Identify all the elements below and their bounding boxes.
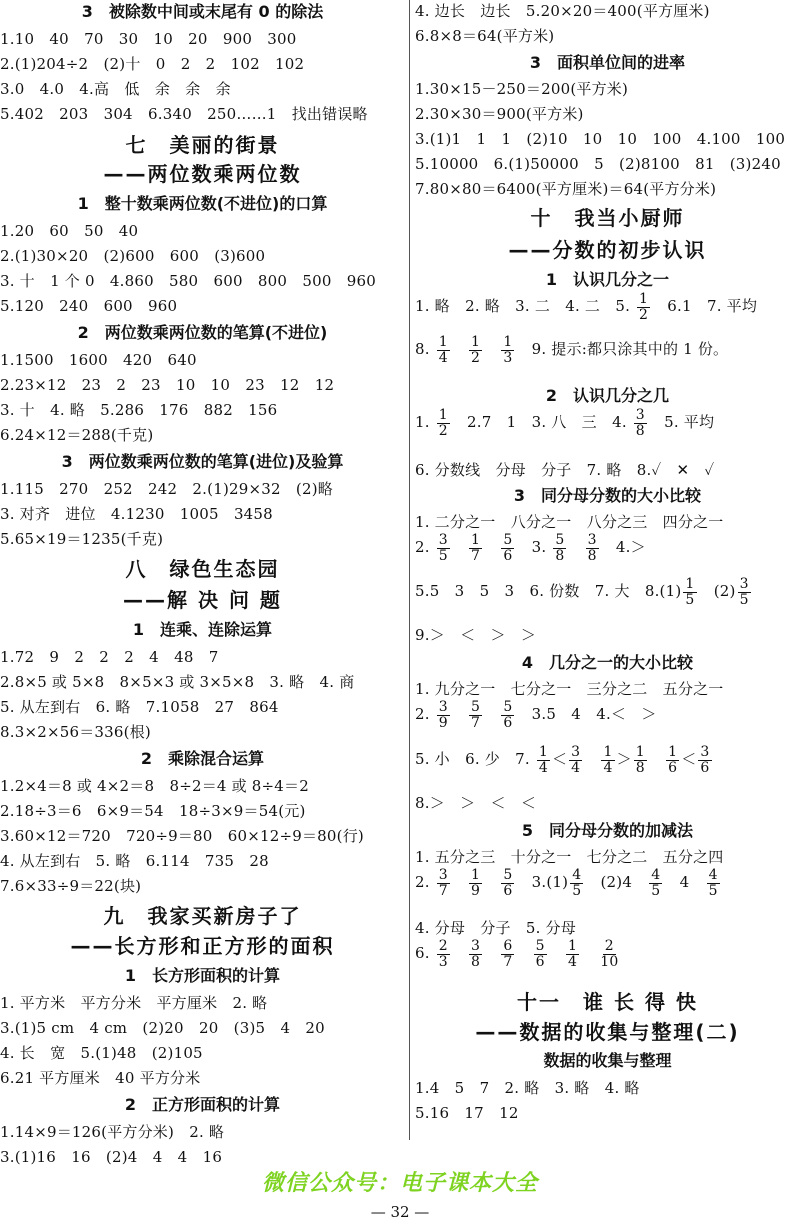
chapter-title: ——数据的收集与整理(二) [475,1020,740,1044]
answer-line: 8.＞ ＞ ＜ ＜ [415,794,537,812]
answer-line: 5.65×19＝1235(千克) [0,530,164,548]
answer-line: 1. 九分之一 七分之一 三分之二 五分之一 [415,680,724,698]
fraction-denominator: 9 [438,714,448,731]
fraction [601,745,614,775]
answer-text: ＜ [681,750,697,768]
section-title: 1 整十数乘两位数(不进位)的口算 [77,194,328,213]
fraction [683,577,696,607]
answer-line [415,740,714,778]
answer-text: 2. [415,873,435,891]
fraction-denominator: 6 [503,882,513,899]
fraction-denominator: 2 [438,422,448,439]
fraction [698,745,711,775]
answer-text: 6.1 7. 平均 [652,297,758,315]
section-title: 3 两位数乘两位数的笔算(进位)及验算 [61,452,344,471]
answer-text: 5.5 3 5 3 6. 份数 7. 大 8.(1) [415,582,682,600]
fraction [501,335,514,365]
answer-text [581,944,596,962]
fraction-denominator: 8 [471,953,481,970]
answer-text [452,538,467,556]
fraction-numerator: 1 [471,333,481,350]
answer-line [415,287,757,325]
fraction-numerator: 4 [651,866,661,883]
fraction [707,868,720,898]
fraction-denominator: 3 [503,349,513,366]
fraction [469,335,482,365]
fraction [566,939,579,969]
answer-text [484,705,499,723]
answer-line: 2.(1)204÷2 (2)十 0 2 2 102 102 [0,55,305,73]
answer-line: 6.24×12＝288(千克) [0,426,154,444]
fraction-denominator: 2 [471,349,481,366]
answer-line: 3.60×12＝720 720÷9＝80 60×12÷9＝80(行) [0,827,364,845]
answer-line: 4. 分母 分子 5. 分母 [415,919,576,937]
fraction [738,577,751,607]
answer-line: 4. 从左到右 5. 略 6.114 735 28 [0,852,269,870]
fraction-numerator: 3 [438,531,448,548]
fraction [469,868,482,898]
section-title: 1 连乘、连除运算 [132,620,273,639]
chapter-title: 七 美丽的街景 [125,133,280,157]
answer-text: 2. [415,705,435,723]
answer-line: 6.21 平方厘米 40 平方分米 [0,1069,201,1087]
fraction-numerator: 3 [635,406,645,423]
fraction-numerator: 3 [700,743,710,760]
answer-text [452,340,467,358]
section-title: 1 认识几分之一 [545,270,670,289]
fraction-denominator: 4 [571,759,581,776]
answer-text [484,340,499,358]
answer-line [415,572,753,610]
fraction [586,533,599,563]
fraction-denominator: 3 [438,953,448,970]
answer-line: 2.30×30＝900(平方米) [415,105,584,123]
fraction-denominator: 5 [651,882,661,899]
answer-text [568,538,583,556]
answer-text [484,873,499,891]
page-number: — 32 — [370,1203,430,1221]
fraction-denominator: 9 [471,882,481,899]
fraction-numerator: 1 [438,406,448,423]
fraction-denominator: 2 [639,306,649,323]
fraction [501,868,514,898]
fraction-denominator: 5 [708,882,718,899]
fraction [437,868,450,898]
answer-line: 1.115 270 252 242 2.(1)29×32 (2)略 [0,480,333,498]
answer-text: 4.＞ [600,538,646,556]
watermark-text: 微信公众号：电子课本大全 [261,1171,538,1196]
fraction-denominator: 8 [555,547,565,564]
fraction [649,868,662,898]
fraction [637,292,650,322]
fraction-numerator: 3 [471,937,481,954]
answer-line: 1.72 9 2 2 2 4 48 7 [0,648,219,666]
answer-line: 3.(1)16 16 (2)4 4 4 16 [0,1148,223,1166]
fraction-denominator: 6 [503,547,513,564]
answer-line [415,330,728,368]
answer-line: 4. 边长 边长 5.20×20＝400(平方厘米) [415,2,710,20]
fraction-denominator: 8 [587,547,597,564]
answer-line: 3.0 4.0 4.高 低 余 余 余 [0,80,231,98]
answer-line [415,528,646,566]
fraction [469,700,482,730]
answer-line: 9.＞ ＜ ＞ ＞ [415,626,537,644]
answer-line: 6.8×8＝64(平方米) [415,27,555,45]
answer-text: ＞ [616,750,632,768]
fraction-numerator: 5 [471,698,481,715]
answer-line [415,863,722,901]
column-divider [409,0,410,1140]
answer-text: 3.5 4 4.＜ ＞ [516,705,657,723]
answer-line: 1. 平方米 平方分米 平方厘米 2. 略 [0,994,268,1012]
fraction-denominator: 5 [438,547,448,564]
chapter-title: 八 绿色生态园 [125,557,280,581]
answer-text: 3.(1) [516,873,569,891]
answer-text: 8. [415,340,435,358]
fraction-numerator: 2 [438,937,448,954]
answer-line: 3.(1)1 1 1 (2)10 10 10 100 4.100 100 [415,130,786,148]
answer-line: 2.(1)30×20 (2)600 600 (3)600 [0,247,266,265]
answer-text: 2.7 1 3. 八 三 4. [451,413,632,431]
fraction-denominator: 5 [572,882,582,899]
fraction [437,408,450,438]
fraction-denominator: 8 [635,422,645,439]
fraction-denominator: 6 [700,759,710,776]
fraction-denominator: 7 [471,714,481,731]
fraction-denominator: 4 [603,759,613,776]
answer-text [484,538,499,556]
fraction-numerator: 1 [538,743,548,760]
answer-text: (2)4 [585,873,648,891]
answer-text [484,944,499,962]
fraction-numerator: 1 [567,937,578,954]
chapter-title: 十 我当小厨师 [530,206,685,230]
answer-line: 3. 对齐 进位 4.1230 1005 3458 [0,505,273,523]
fraction [469,939,482,969]
answer-text [516,944,531,962]
section-title: 3 面积单位间的进率 [529,53,686,72]
fraction-denominator: 4 [538,759,548,776]
fraction [437,533,450,563]
chapter-title: ——长方形和正方形的面积 [70,934,335,958]
fraction-denominator: 7 [438,882,448,899]
fraction [501,939,514,969]
answer-line: 5.120 240 600 960 [0,297,178,315]
answer-text [649,750,664,768]
fraction-numerator: 3 [571,743,581,760]
answer-text [584,750,599,768]
answer-line: 3. 十 4. 略 5.286 176 882 156 [0,401,278,419]
fraction-numerator: 3 [438,866,448,883]
answer-text [549,944,564,962]
fraction [437,939,450,969]
section-title: 数据的收集与整理 [543,1051,672,1070]
fraction-numerator: 1 [668,743,678,760]
fraction-denominator: 6 [668,759,678,776]
fraction-numerator: 1 [635,743,645,760]
fraction-numerator: 1 [603,743,613,760]
answer-text: (2) [698,582,736,600]
fraction-denominator: 5 [685,591,695,608]
fraction-denominator: 6 [503,714,513,731]
fraction-denominator: 6 [535,953,545,970]
fraction-numerator: 1 [438,333,448,350]
section-title: 1 长方形面积的计算 [124,966,281,985]
fraction-denominator: 8 [635,759,645,776]
answer-line: 8.3×2×56＝336(根) [0,723,151,741]
answer-line: 3. 十 1 个 0 4.860 580 600 800 500 960 [0,272,376,290]
fraction-numerator: 5 [503,531,513,548]
fraction-denominator: 4 [438,349,448,366]
answer-text [452,944,467,962]
fraction [634,745,647,775]
answer-line: 1.20 60 50 40 [0,222,139,240]
chapter-title: 九 我家买新房子了 [103,904,302,928]
fraction-numerator: 1 [685,575,695,592]
answer-text: 5. 小 6. 少 7. [415,750,535,768]
answer-line [415,403,714,441]
fraction [634,408,647,438]
answer-text: 1. [415,413,435,431]
answer-text: 3. [516,538,552,556]
answer-text [452,705,467,723]
fraction-numerator: 4 [572,866,582,883]
fraction-numerator: 4 [708,866,718,883]
chapter-title: ——两位数乘两位数 [103,162,302,186]
fraction-denominator: 10 [600,953,619,970]
fraction-numerator: 3 [587,531,597,548]
fraction-numerator: 3 [438,698,448,715]
fraction-numerator: 6 [503,937,513,954]
fraction [666,745,679,775]
answer-line: 7.6×33÷9＝22(块) [0,877,142,895]
fraction [570,868,583,898]
answer-line: 3.(1)5 cm 4 cm (2)20 20 (3)5 4 20 [0,1019,325,1037]
chapter-title: ——解 决 问 题 [123,588,282,612]
answer-line: 2.23×12 23 2 23 10 10 23 12 12 [0,376,335,394]
fraction [534,939,547,969]
fraction [537,745,550,775]
fraction-numerator: 1 [471,866,481,883]
fraction [553,533,566,563]
answer-line: 1. 五分之三 十分之一 七分之二 五分之四 [415,848,724,866]
fraction-numerator: 5 [503,866,513,883]
fraction-numerator: 1 [639,290,649,307]
answer-line: 6. 分数线 分母 分子 7. 略 8.✓ ✕ ✓ [415,461,715,479]
answer-text: 5. 平均 [648,413,715,431]
answer-text [452,873,467,891]
fraction-numerator: 5 [535,937,545,954]
answer-line [415,695,657,733]
answer-line: 1.30×15－250＝200(平方米) [415,80,629,98]
fraction-denominator: 4 [567,953,578,970]
section-title: 2 正方形面积的计算 [124,1095,281,1114]
answer-line [415,934,622,972]
answer-text: 6. [415,944,435,962]
section-title: 3 同分母分数的大小比较 [513,486,702,505]
answer-line: 1.10 40 70 30 10 20 900 300 [0,30,297,48]
answer-text: 9. 提示:都只涂其中的 1 份。 [516,340,729,358]
answer-line: 5. 从左到右 6. 略 7.1058 27 864 [0,698,279,716]
answer-line: 1. 二分之一 八分之一 八分之三 四分之一 [415,513,724,531]
fraction-numerator: 5 [503,698,513,715]
fraction-numerator: 2 [604,937,614,954]
fraction-numerator: 1 [471,531,481,548]
answer-line: 1.2×4＝8 或 4×2＝8 8÷2＝4 或 8÷4＝2 [0,777,309,795]
fraction-numerator: 5 [555,531,565,548]
fraction-denominator: 7 [471,547,481,564]
answer-line: 2.8×5 或 5×8 8×5×3 或 3×5×8 3. 略 4. 商 [0,673,355,691]
answer-line: 5.16 17 12 [415,1104,519,1122]
chapter-title: 十一 谁 长 得 快 [517,990,698,1014]
section-title: 5 同分母分数的加减法 [521,821,694,840]
fraction [569,745,582,775]
fraction [598,939,620,969]
fraction-numerator: 3 [739,575,749,592]
answer-line: 5.10000 6.(1)50000 5 (2)8100 81 (3)240 [415,155,781,173]
answer-line: 2.18÷3＝6 6×9＝54 18÷3×9＝54(元) [0,802,306,820]
fraction-numerator: 1 [503,333,513,350]
fraction [501,533,514,563]
fraction [437,335,450,365]
fraction [501,700,514,730]
answer-line: 1.4 5 7 2. 略 3. 略 4. 略 [415,1079,640,1097]
chapter-title: ——分数的初步认识 [508,238,707,262]
fraction-denominator: 7 [503,953,513,970]
answer-text: 4 [664,873,705,891]
answer-text: 2. [415,538,435,556]
fraction-denominator: 5 [739,591,749,608]
section-title: 2 两位数乘两位数的笔算(不进位) [77,323,328,342]
answer-line: 1.1500 1600 420 640 [0,351,197,369]
answer-line: 7.80×80＝6400(平方厘米)＝64(平方分米) [415,180,717,198]
section-title: 2 乘除混合运算 [140,749,265,768]
section-title: 3 被除数中间或末尾有 0 的除法 [81,2,324,21]
section-title: 4 几分之一的大小比较 [521,653,694,672]
answer-line: 5.402 203 304 6.340 250……1 找出错误略 [0,105,368,123]
answer-text: ＜ [551,750,568,768]
fraction [469,533,482,563]
answer-text: 1. 略 2. 略 3. 二 4. 二 5. [415,297,635,315]
section-title: 2 认识几分之几 [545,386,670,405]
fraction [437,700,450,730]
answer-line: 1.14×9＝126(平方分米) 2. 略 [0,1123,225,1141]
answer-line: 4. 长 宽 5.(1)48 (2)105 [0,1044,203,1062]
